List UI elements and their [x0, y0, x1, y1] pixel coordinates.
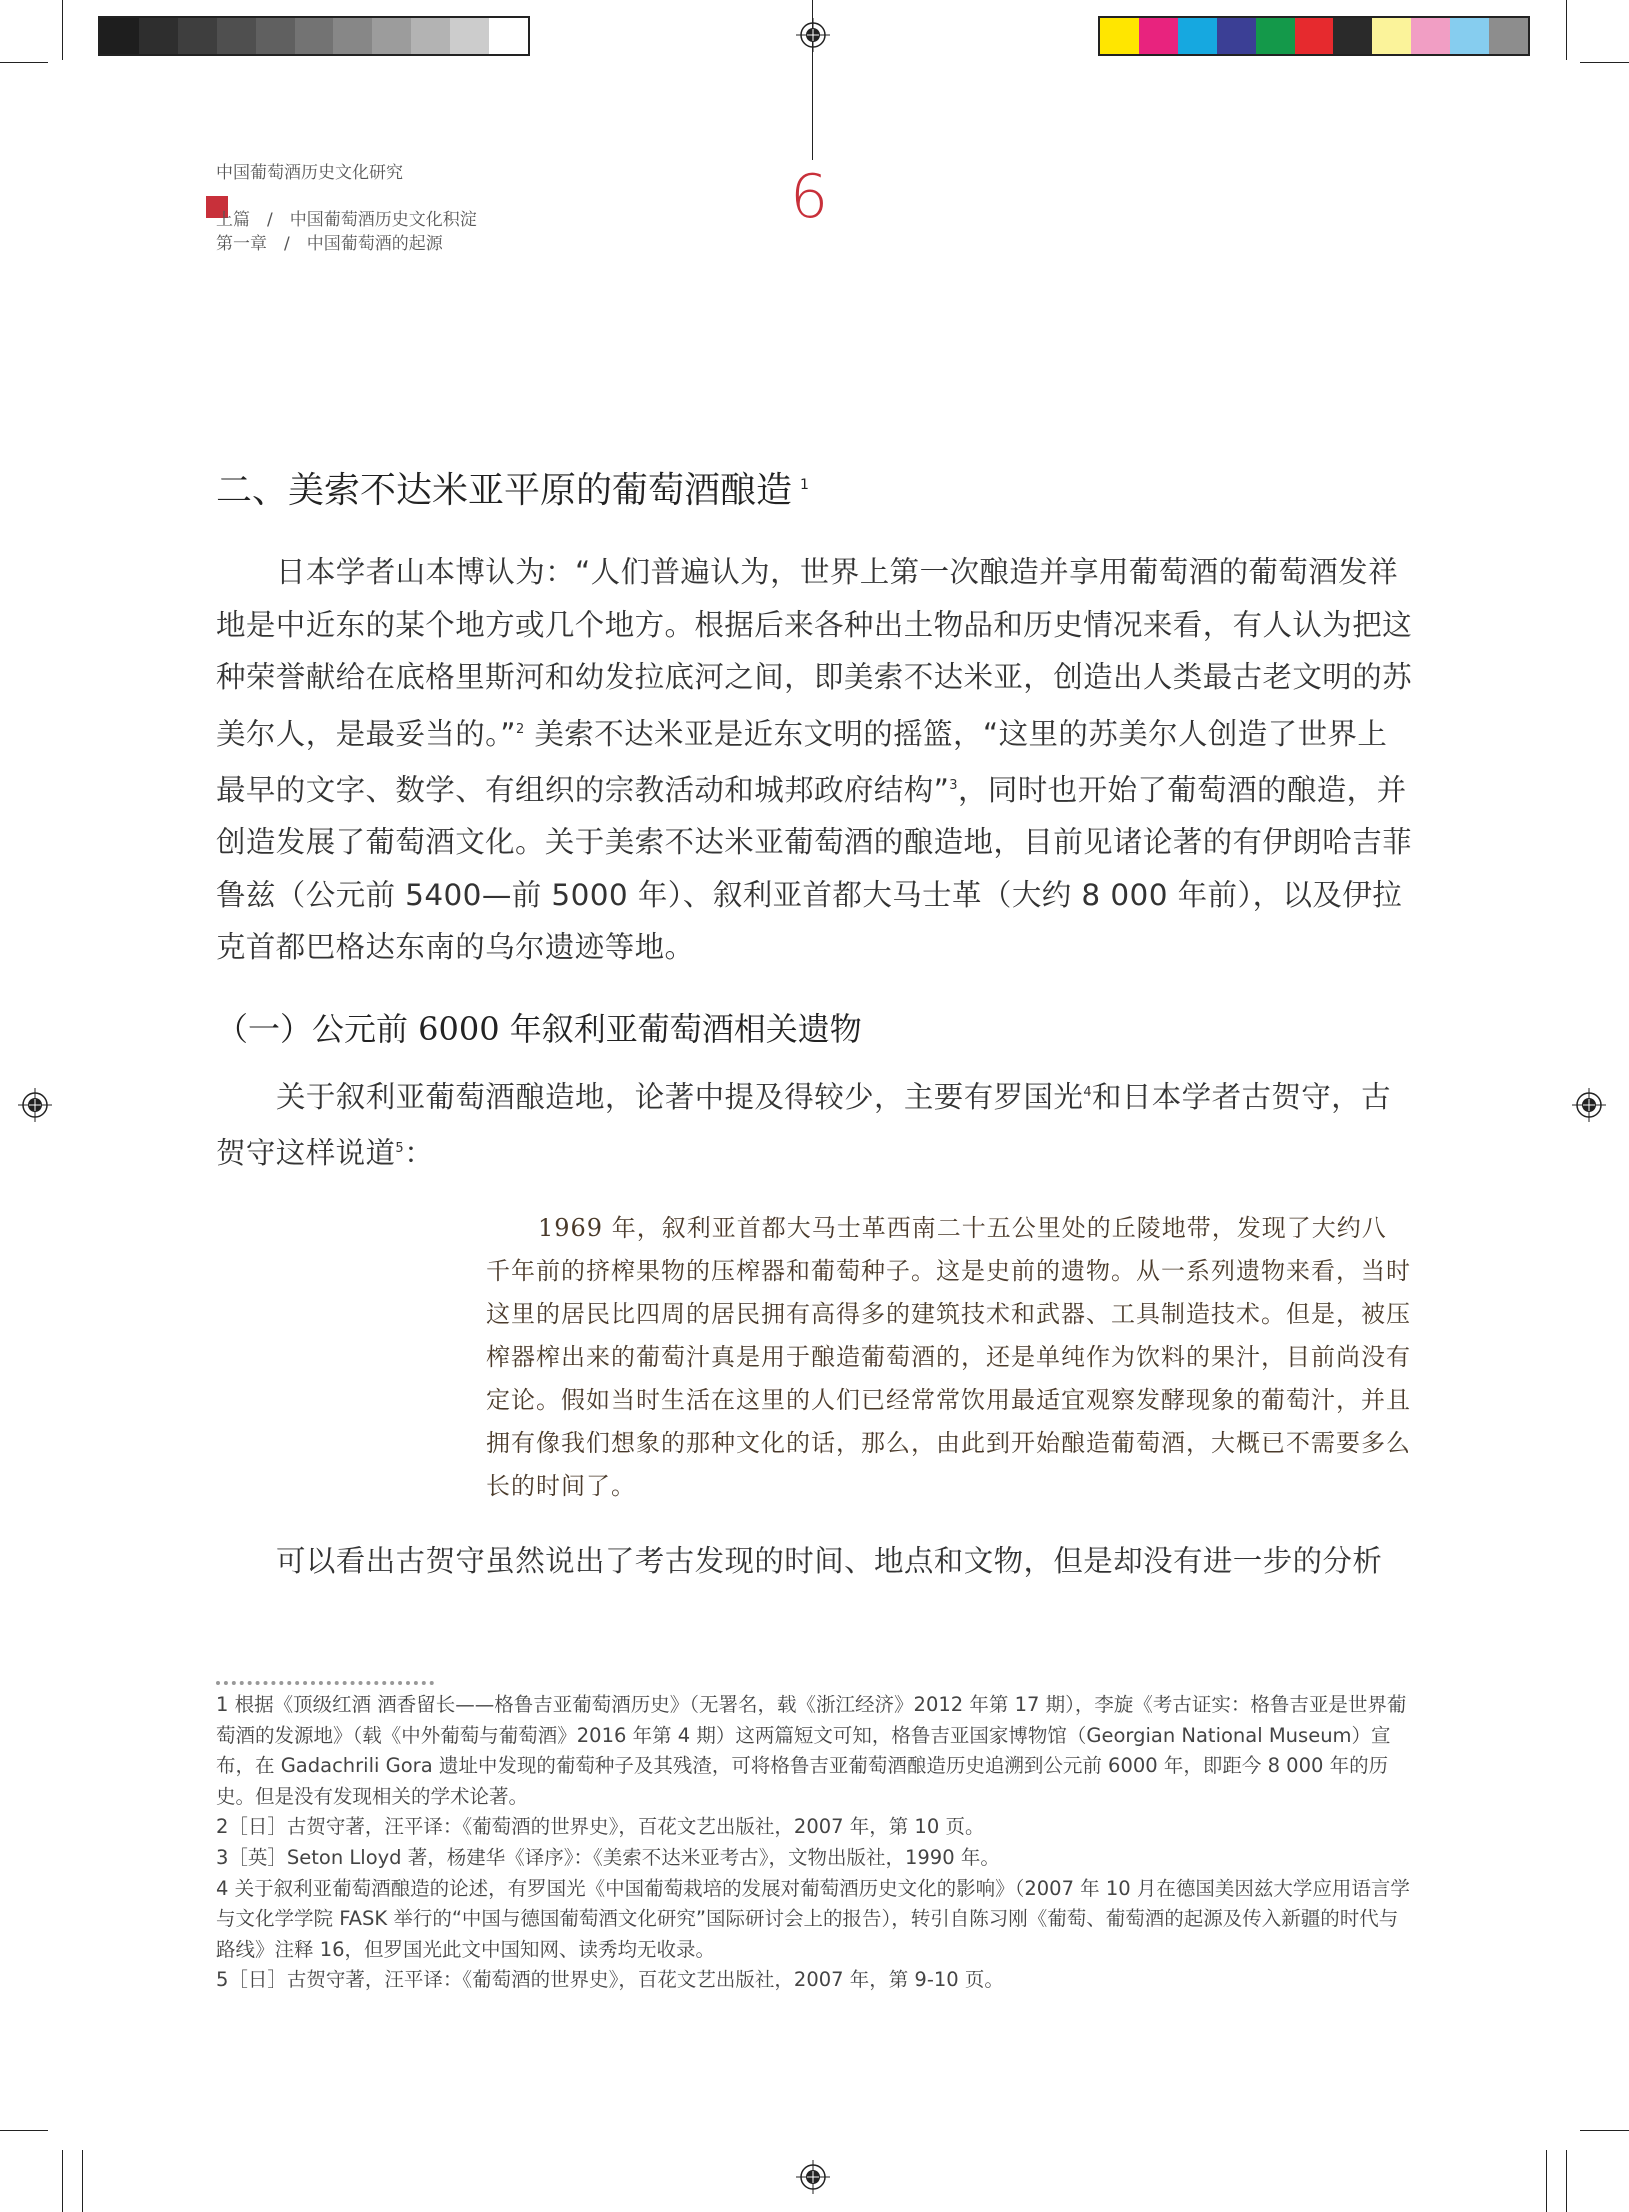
color-swatch — [256, 18, 295, 54]
color-swatch — [139, 18, 178, 54]
crop-mark — [62, 0, 63, 60]
footnote-ref[interactable]: 1 — [800, 477, 809, 493]
footnote: 3［英］Seton Lloyd 著，杨建华《译序》：《美索不达米亚考古》，文物出版社，1990 年。 — [216, 1845, 1000, 1869]
color-swatch — [1217, 18, 1256, 54]
color-swatch — [1295, 18, 1334, 54]
grayscale-calibration-bar — [98, 16, 530, 56]
color-swatch — [411, 18, 450, 54]
crop-mark — [1566, 2150, 1567, 2212]
color-swatch — [1100, 18, 1139, 54]
crop-mark — [1546, 2150, 1547, 2212]
footnotes — [216, 1690, 1413, 1996]
footnote-ref[interactable]: 5 — [395, 1141, 405, 1157]
color-swatch — [1178, 18, 1217, 54]
footnote-ref[interactable]: 4 — [1083, 1085, 1092, 1100]
breadcrumb-chapter: 第一章 / 中国葡萄酒的起源 — [216, 234, 443, 254]
body-paragraph: 日本学者山本博认为：“人们普遍认为，世界上第一次酿造并享用葡萄酒的葡萄酒发祥地是中近东的某个地方或几个地方。根据后来各种出土物品和历史情况来看，有人认为把这种荣誉献给在底格里斯河和幼发拉底河之间，即美索不达米亚，创造出人类最古老文明的苏美尔人，是最妥当的。”$^2$ 美索不达米亚是近东文明的摇篮，“这里的苏美尔人创造了世界上最早的文字、数学、有组织的宗教活动和城邦政府结构”$^3$，同时也开始了葡萄酒的酿造，并创造发展了葡萄酒文化。关于美索不达米亚葡萄酒的酿造地，目前见诸论著的有伊朗哈吉菲鲁兹（公元前 5400—前 5000 年）、叙利亚首都大马士革（大约 8 000 年前），以及伊拉克首都巴格达东南的乌尔遗迹等地。 — [216, 555, 1413, 965]
footnote-ref[interactable]: 3 — [949, 777, 958, 793]
color-swatch — [450, 18, 489, 54]
color-swatch — [1372, 18, 1411, 54]
color-swatch — [178, 18, 217, 54]
crop-mark — [0, 62, 48, 63]
footnote-ref[interactable]: 2 — [515, 721, 525, 737]
registration-mark-icon — [796, 18, 830, 52]
subsection-heading: （一）公元前 6000 年叙利亚葡萄酒相关遗物 — [216, 1010, 862, 1048]
block-quote: 1969 年，叙利亚首都大马士革西南二十五公里处的丘陵地带，发现了大约八千年前的挤榨果物的压榨器和葡萄种子。这是史前的遗物。从一系列遗物来看，当时这里的居民比四周的居民拥有高得多的建筑技术和武器、工具制造技术。但是，被压榨器榨出来的葡萄汁真是用于酿造葡萄酒的，还是单纯作为饮料的果汁，目前尚没有定论。假如当时生活在这里的人们已经常常饮用最适宜观察发酵现象的葡萄汁，并且拥有像我们想象的那种文化的话，那么，由此到开始酿造葡萄酒，大概已不需要多么长的时间了。 — [486, 1214, 1411, 1500]
crop-mark — [62, 2150, 63, 2212]
color-swatch — [1333, 18, 1372, 54]
footnote: 1 根据《顶级红酒 酒香留长——格鲁吉亚葡萄酒历史》（无署名，载《浙江经济》2012 年第 17 期），李旋《考古证实：格鲁吉亚是世界葡萄酒的发源地》（载《中外葡萄与葡萄酒》2016 年第 4 期）这两篇短文可知，格鲁吉亚国家博物馆（Georgian National Museum）宣布，在 Gadachrili Gora 遗址中发现的葡萄种子及其残渣，可将格鲁吉亚葡萄酒酿造历史追溯到公元前 6000 年，即距今 8 000 年的历史。但是没有发现相关的学术论著。 — [216, 1693, 1407, 1808]
color-swatch — [217, 18, 256, 54]
crop-mark — [0, 2130, 48, 2131]
footnote-separator — [216, 1675, 434, 1685]
section-heading — [216, 462, 809, 513]
crop-mark — [1580, 62, 1629, 63]
page-number: 6 — [790, 162, 829, 232]
color-swatch — [1411, 18, 1450, 54]
color-swatch — [1139, 18, 1178, 54]
crop-mark — [82, 2150, 83, 2212]
registration-mark-icon — [18, 1088, 52, 1122]
body-paragraph: 关于叙利亚葡萄酒酿造地，论著中提及得较少，主要有罗国光$^4$和日本学者古贺守，古贺守这样说道$^5$： — [216, 1079, 1391, 1171]
color-swatch — [295, 18, 334, 54]
color-calibration-bar — [1098, 16, 1530, 56]
crop-mark — [1580, 2130, 1629, 2131]
registration-mark-icon — [796, 2160, 830, 2194]
color-swatch — [1256, 18, 1295, 54]
footnote: 2［日］古贺守著，汪平译：《葡萄酒的世界史》，百花文艺出版社，2007 年，第 10 页。 — [216, 1815, 985, 1839]
breadcrumb-part: 上篇 / 中国葡萄酒历史文化积淀 — [216, 210, 477, 230]
color-swatch — [333, 18, 372, 54]
color-swatch — [1450, 18, 1489, 54]
section-heading-text: 二、美索不达米亚平原的葡萄酒酿造 — [216, 470, 793, 511]
color-swatch — [372, 18, 411, 54]
footnote: 4 关于叙利亚葡萄酒酿造的论述，有罗国光《中国葡萄栽培的发展对葡萄酒历史文化的影响》（2007 年 10 月在德国美因兹大学应用语言学与文化学学院 FASK 举行的“中国与德国葡萄酒文化研究”国际研讨会上的报告），转引自陈习刚《葡萄、葡萄酒的起源及传入新疆的时代与路线》注释 16，但罗国光此文中国知网、读秀均无收录。 — [216, 1876, 1410, 1961]
color-swatch — [100, 18, 139, 54]
footnote: 5［日］古贺守著，汪平译：《葡萄酒的世界史》，百花文艺出版社，2007 年，第 9-10 页。 — [216, 1968, 1004, 1992]
crop-mark — [1566, 0, 1567, 60]
running-header-book-title: 中国葡萄酒历史文化研究 — [216, 163, 403, 183]
color-swatch — [1489, 18, 1528, 54]
body-paragraph: 可以看出古贺守虽然说出了考古发现的时间、地点和文物，但是却没有进一步的分析 — [276, 1544, 1383, 1578]
color-swatch — [489, 18, 528, 54]
registration-mark-icon — [1572, 1088, 1606, 1122]
